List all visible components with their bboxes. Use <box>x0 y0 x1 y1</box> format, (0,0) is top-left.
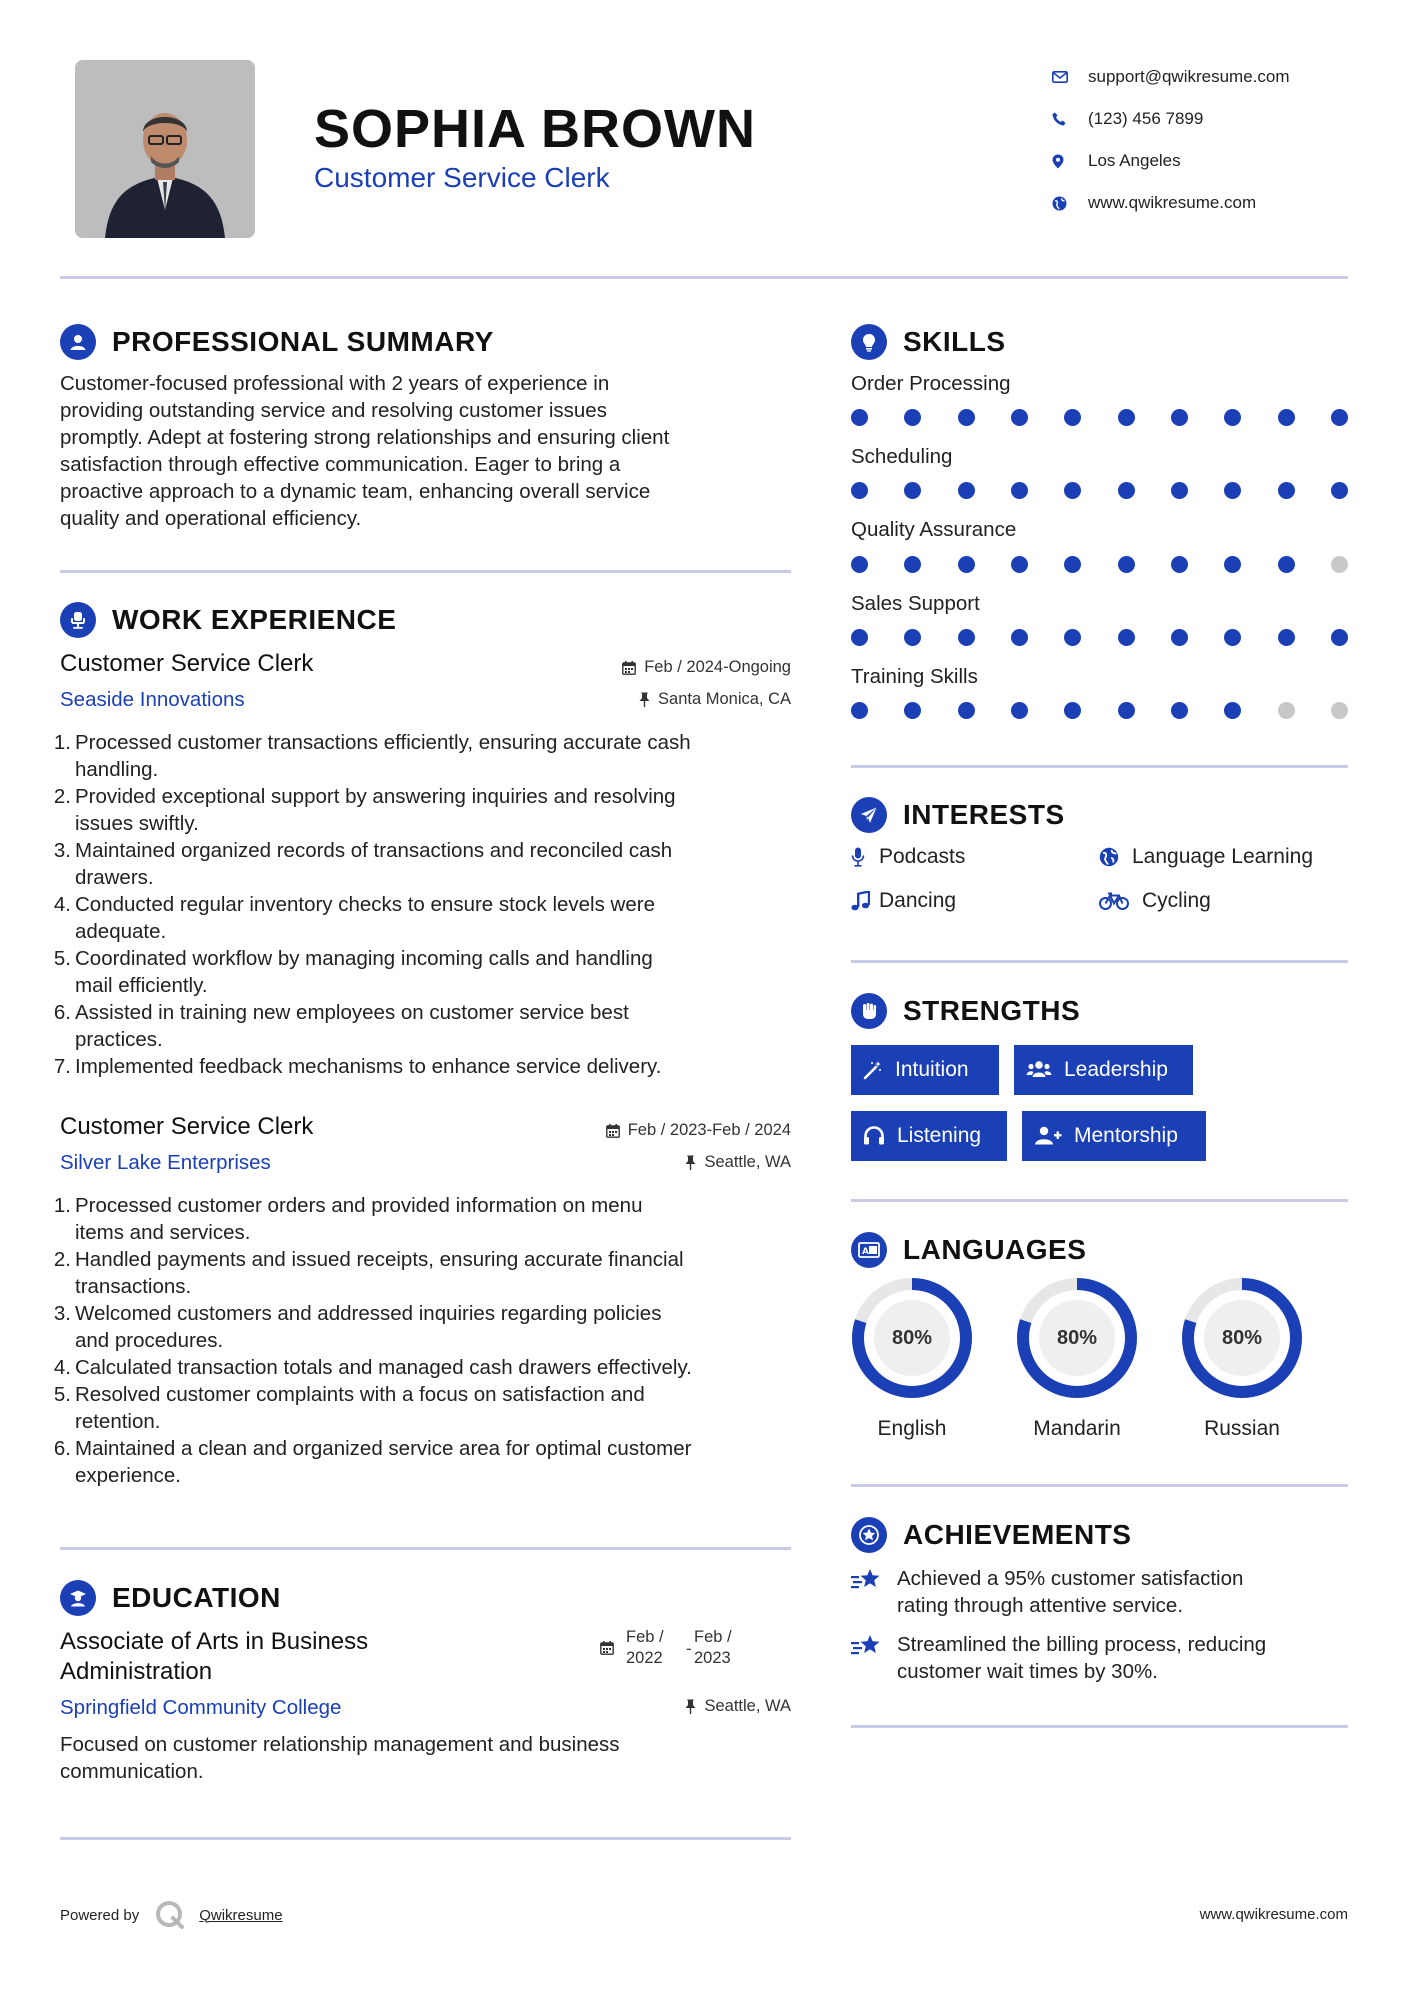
summary-line: quality and operational efficiency. <box>60 507 362 530</box>
interest-item <box>851 889 956 913</box>
candidate-name: SOPHIA BROWN <box>314 99 756 159</box>
language-percent: 80% <box>1056 1326 1098 1349</box>
bicycle-icon <box>1099 892 1142 910</box>
job-location <box>460 1153 791 1172</box>
calendar-icon <box>606 1124 620 1138</box>
skill-dot-filled <box>851 482 868 499</box>
interest-label: Cycling <box>1142 889 1211 912</box>
lightbulb-icon <box>851 324 887 360</box>
skill-dot-filled <box>1118 409 1135 426</box>
section-divider <box>60 570 791 573</box>
profile-photo <box>75 60 255 238</box>
list-item: 7. Implemented feedback mechanisms to enhance service delivery. <box>53 1055 662 1078</box>
job-duties <box>52 1192 797 1489</box>
skill-dot-filled <box>904 482 921 499</box>
list-item: 2. Provided exceptional support by answering inquiries and resolving issues swiftly. <box>53 785 676 835</box>
interests-heading-text: INTERESTS <box>903 799 1065 830</box>
language-item <box>1181 1277 1303 1440</box>
language-name: Russian <box>1204 1417 1280 1440</box>
skill-dot-filled <box>1331 629 1348 646</box>
skill-dot-filled <box>1118 702 1135 719</box>
skill-dot-filled <box>1224 556 1241 573</box>
users-icon <box>1026 1060 1052 1080</box>
skill-name: Training Skills <box>851 665 978 688</box>
fist-icon <box>851 993 887 1029</box>
job-dates <box>460 1121 791 1140</box>
strength-label: Intuition <box>895 1058 969 1081</box>
skill-dot-filled <box>1011 482 1028 499</box>
skill-dot-filled <box>958 629 975 646</box>
skill-dot-filled <box>1064 702 1081 719</box>
interest-item <box>1099 889 1211 913</box>
language-percent: 80% <box>891 1326 933 1349</box>
microphone-icon <box>851 847 879 867</box>
skill-dot-filled <box>1064 482 1081 499</box>
header-divider <box>60 276 1348 279</box>
skill-name: Sales Support <box>851 592 980 615</box>
skill-dot-filled <box>958 702 975 719</box>
skill-dot-filled <box>1064 409 1081 426</box>
strengths-heading <box>851 993 1080 1029</box>
list-item: 1. Processed customer orders and provided information on menu items and services. <box>53 1194 643 1244</box>
list-item: 6. Maintained a clean and organized service area for optimal customer experience. <box>53 1437 692 1487</box>
list-item: 6. Assisted in training new employees on customer service best practices. <box>53 1001 629 1051</box>
skill-name: Quality Assurance <box>851 518 1017 541</box>
work-heading-text: WORK EXPERIENCE <box>112 604 397 635</box>
summary-line: promptly. Adept at fostering strong relationships and ensuring client <box>60 426 670 449</box>
contact-location <box>1050 140 1390 182</box>
skill-dot-empty <box>1278 702 1295 719</box>
language-name: English <box>877 1417 947 1440</box>
skill-dot-filled <box>1118 556 1135 573</box>
job-company: Seaside Innovations <box>60 688 245 711</box>
skill-dot-filled <box>851 629 868 646</box>
skill-name: Order Processing <box>851 372 1011 395</box>
degree-line: Associate of Arts in Business <box>60 1628 369 1655</box>
education-location-text: Seattle, WA <box>704 1697 791 1715</box>
svg-text:A: A <box>862 1247 869 1257</box>
list-item: 4. Calculated transaction totals and managed cash drawers effectively. <box>53 1356 692 1379</box>
skill-name: Scheduling <box>851 445 953 468</box>
envelope-icon <box>1050 71 1088 83</box>
summary-line: Customer-focused professional with 2 years of experience in <box>60 372 610 395</box>
globe-icon <box>1099 847 1132 867</box>
work-heading <box>60 602 396 638</box>
pushpin-icon <box>639 692 650 707</box>
contact-website[interactable] <box>1050 182 1390 224</box>
skill-dot-filled <box>904 702 921 719</box>
phone-icon <box>1050 112 1088 126</box>
skill-dot-filled <box>1171 629 1188 646</box>
skill-dot-filled <box>904 629 921 646</box>
magic-wand-icon <box>863 1060 883 1080</box>
skill-dot-filled <box>1171 702 1188 719</box>
strength-chip <box>1022 1111 1206 1161</box>
music-note-icon <box>851 891 879 911</box>
pushpin-icon <box>685 1155 696 1170</box>
section-divider <box>60 1837 791 1840</box>
skill-dot-filled <box>1011 409 1028 426</box>
skills-heading-text: SKILLS <box>903 326 1006 357</box>
skill-rating <box>851 629 1348 646</box>
section-divider <box>851 1484 1348 1487</box>
skill-dot-filled <box>1278 409 1295 426</box>
school-name: Springfield Community College <box>60 1696 342 1719</box>
skill-dot-filled <box>1224 629 1241 646</box>
interest-label: Dancing <box>879 889 957 912</box>
skill-dot-filled <box>1118 629 1135 646</box>
achievements-heading-text: ACHIEVEMENTS <box>903 1519 1132 1550</box>
list-item: 4. Conducted regular inventory checks to ensure stock levels were adequate. <box>53 893 655 943</box>
strengths-heading-text: STRENGTHS <box>903 995 1081 1026</box>
language-item <box>1016 1277 1138 1440</box>
footer-powered-by <box>60 1900 283 1930</box>
languages-heading-text: LANGUAGES <box>903 1234 1087 1265</box>
summary-heading-text: PROFESSIONAL SUMMARY <box>112 326 494 357</box>
interest-label: Language Learning <box>1132 845 1314 868</box>
interest-item <box>851 845 965 869</box>
skill-dot-filled <box>1011 629 1028 646</box>
summary-line: providing outstanding service and resolving customer issues <box>60 399 607 422</box>
map-pin-icon <box>1050 154 1088 169</box>
language-card-icon <box>851 1232 887 1268</box>
skill-dot-filled <box>1171 556 1188 573</box>
skill-dot-filled <box>1224 409 1241 426</box>
contact-website-text: www.qwikresume.com <box>1088 193 1257 212</box>
language-name: Mandarin <box>1033 1417 1121 1440</box>
job-title: Customer Service Clerk <box>60 650 314 677</box>
list-item: 2. Handled payments and issued receipts, ensuring accurate financial transactions. <box>53 1248 684 1298</box>
contact-email-text: support@qwikresume.com <box>1088 67 1290 86</box>
summary-heading <box>60 324 494 360</box>
job-dates-text: Feb / 2023-Feb / 2024 <box>627 1121 791 1139</box>
paper-plane-icon <box>851 797 887 833</box>
education-heading <box>60 1580 281 1616</box>
skill-dot-filled <box>1278 556 1295 573</box>
section-divider <box>851 1199 1348 1202</box>
user-plus-icon <box>1034 1126 1062 1146</box>
skill-dot-filled <box>851 702 868 719</box>
achievement-item: Streamlined the billing process, reducing customer wait times by 30%. <box>851 1631 1348 1685</box>
skill-dot-filled <box>851 556 868 573</box>
job-dates-text: Feb / 2024-Ongoing <box>644 658 791 676</box>
skill-rating <box>851 409 1348 426</box>
skill-dot-filled <box>1064 556 1081 573</box>
skill-dot-filled <box>1278 629 1295 646</box>
strength-label: Leadership <box>1064 1058 1168 1081</box>
strength-label: Listening <box>897 1124 982 1147</box>
job-title: Customer Service Clerk <box>60 1113 314 1140</box>
contact-email[interactable] <box>1050 56 1390 98</box>
strength-chip <box>851 1045 999 1095</box>
degree-line: Administration <box>60 1658 213 1685</box>
strength-chip <box>851 1111 1007 1161</box>
brand-link[interactable]: Qwikresume <box>199 1906 283 1924</box>
summary-line: proactive approach to a dynamic team, enhancing overall service <box>60 480 651 503</box>
shooting-star-icon <box>851 1565 897 1619</box>
degree <box>60 1627 368 1687</box>
section-divider <box>851 1725 1348 1728</box>
skill-dot-filled <box>1331 482 1348 499</box>
skill-rating <box>851 482 1348 499</box>
list-item: 5. Resolved customer complaints with a focus on satisfaction and retention. <box>53 1383 645 1433</box>
candidate-title: Customer Service Clerk <box>314 162 610 193</box>
list-item: 3. Maintained organized records of transactions and reconciled cash drawers. <box>53 839 673 889</box>
skill-dot-filled <box>958 482 975 499</box>
office-chair-icon <box>60 602 96 638</box>
achievements-heading <box>851 1517 1131 1553</box>
contact-block <box>1050 56 1390 224</box>
user-icon <box>60 324 96 360</box>
achievement-item: Achieved a 95% customer satisfaction rating through attentive service. <box>851 1565 1348 1619</box>
job-company: Silver Lake Enterprises <box>60 1151 271 1174</box>
skill-dot-filled <box>1118 482 1135 499</box>
skill-dot-filled <box>1278 482 1295 499</box>
skill-dot-filled <box>1224 482 1241 499</box>
contact-phone-text: (123) 456 7899 <box>1088 109 1204 128</box>
star-badge-icon <box>851 1517 887 1553</box>
job-location-text: Seattle, WA <box>704 1153 791 1171</box>
skill-dot-empty <box>1331 556 1348 573</box>
strength-label: Mentorship <box>1074 1124 1178 1147</box>
calendar-icon <box>622 661 636 675</box>
section-divider <box>851 765 1348 768</box>
skill-dot-filled <box>904 409 921 426</box>
list-item: 3. Welcomed customers and addressed inquiries regarding policies and procedures. <box>53 1302 662 1352</box>
calendar-icon <box>600 1627 614 1655</box>
job-location-text: Santa Monica, CA <box>658 690 791 708</box>
skill-dot-filled <box>1011 702 1028 719</box>
graduate-icon <box>60 1580 96 1616</box>
languages-heading <box>851 1232 1086 1268</box>
powered-by-label: Powered by <box>60 1906 140 1924</box>
list-item: 1. Processed customer transactions efficiently, ensuring accurate cash handling. <box>53 731 691 781</box>
shooting-star-icon <box>851 1631 897 1685</box>
qwikresume-logo-icon <box>155 1900 185 1930</box>
skill-rating <box>851 702 1348 719</box>
interest-label: Podcasts <box>879 845 966 868</box>
skill-dot-filled <box>1171 409 1188 426</box>
summary-text <box>60 370 800 532</box>
education-location <box>460 1697 791 1716</box>
headphones-icon <box>863 1126 885 1146</box>
education-dates <box>600 1627 754 1669</box>
skill-dot-filled <box>1064 629 1081 646</box>
summary-line: satisfaction through effective communication. Eager to bring a <box>60 453 621 476</box>
globe-icon <box>1050 196 1088 211</box>
job-location <box>460 690 791 709</box>
skill-dot-filled <box>958 409 975 426</box>
skill-dot-filled <box>904 556 921 573</box>
contact-location-text: Los Angeles <box>1088 151 1181 170</box>
skill-dot-filled <box>851 409 868 426</box>
interests-heading <box>851 797 1065 833</box>
language-percent: 80% <box>1221 1326 1263 1349</box>
skill-dot-empty <box>1331 702 1348 719</box>
list-item: 5. Coordinated workflow by managing incoming calls and handling mail efficiently. <box>53 947 653 997</box>
job-dates <box>460 658 791 677</box>
section-divider <box>60 1547 791 1550</box>
education-heading-text: EDUCATION <box>112 1582 281 1613</box>
footer-site[interactable]: www.qwikresume.com <box>1199 1906 1348 1923</box>
date-dash: - <box>686 1640 692 1658</box>
contact-phone[interactable] <box>1050 98 1390 140</box>
strength-chip <box>1014 1045 1193 1095</box>
skill-dot-filled <box>1224 702 1241 719</box>
education-start: Feb / 2022 <box>626 1628 664 1667</box>
language-item <box>851 1277 973 1440</box>
interest-item <box>1099 845 1313 869</box>
skill-rating <box>851 556 1348 573</box>
pushpin-icon <box>685 1699 696 1714</box>
skill-dot-filled <box>1171 482 1188 499</box>
skill-dot-filled <box>958 556 975 573</box>
job-duties <box>52 729 797 1080</box>
section-divider <box>851 960 1348 963</box>
education-end: Feb / 2023 <box>694 1628 732 1667</box>
education-description: Focused on customer relationship management and business communication. <box>60 1733 620 1783</box>
skills-heading <box>851 324 1006 360</box>
skill-dot-filled <box>1011 556 1028 573</box>
skill-dot-filled <box>1331 409 1348 426</box>
